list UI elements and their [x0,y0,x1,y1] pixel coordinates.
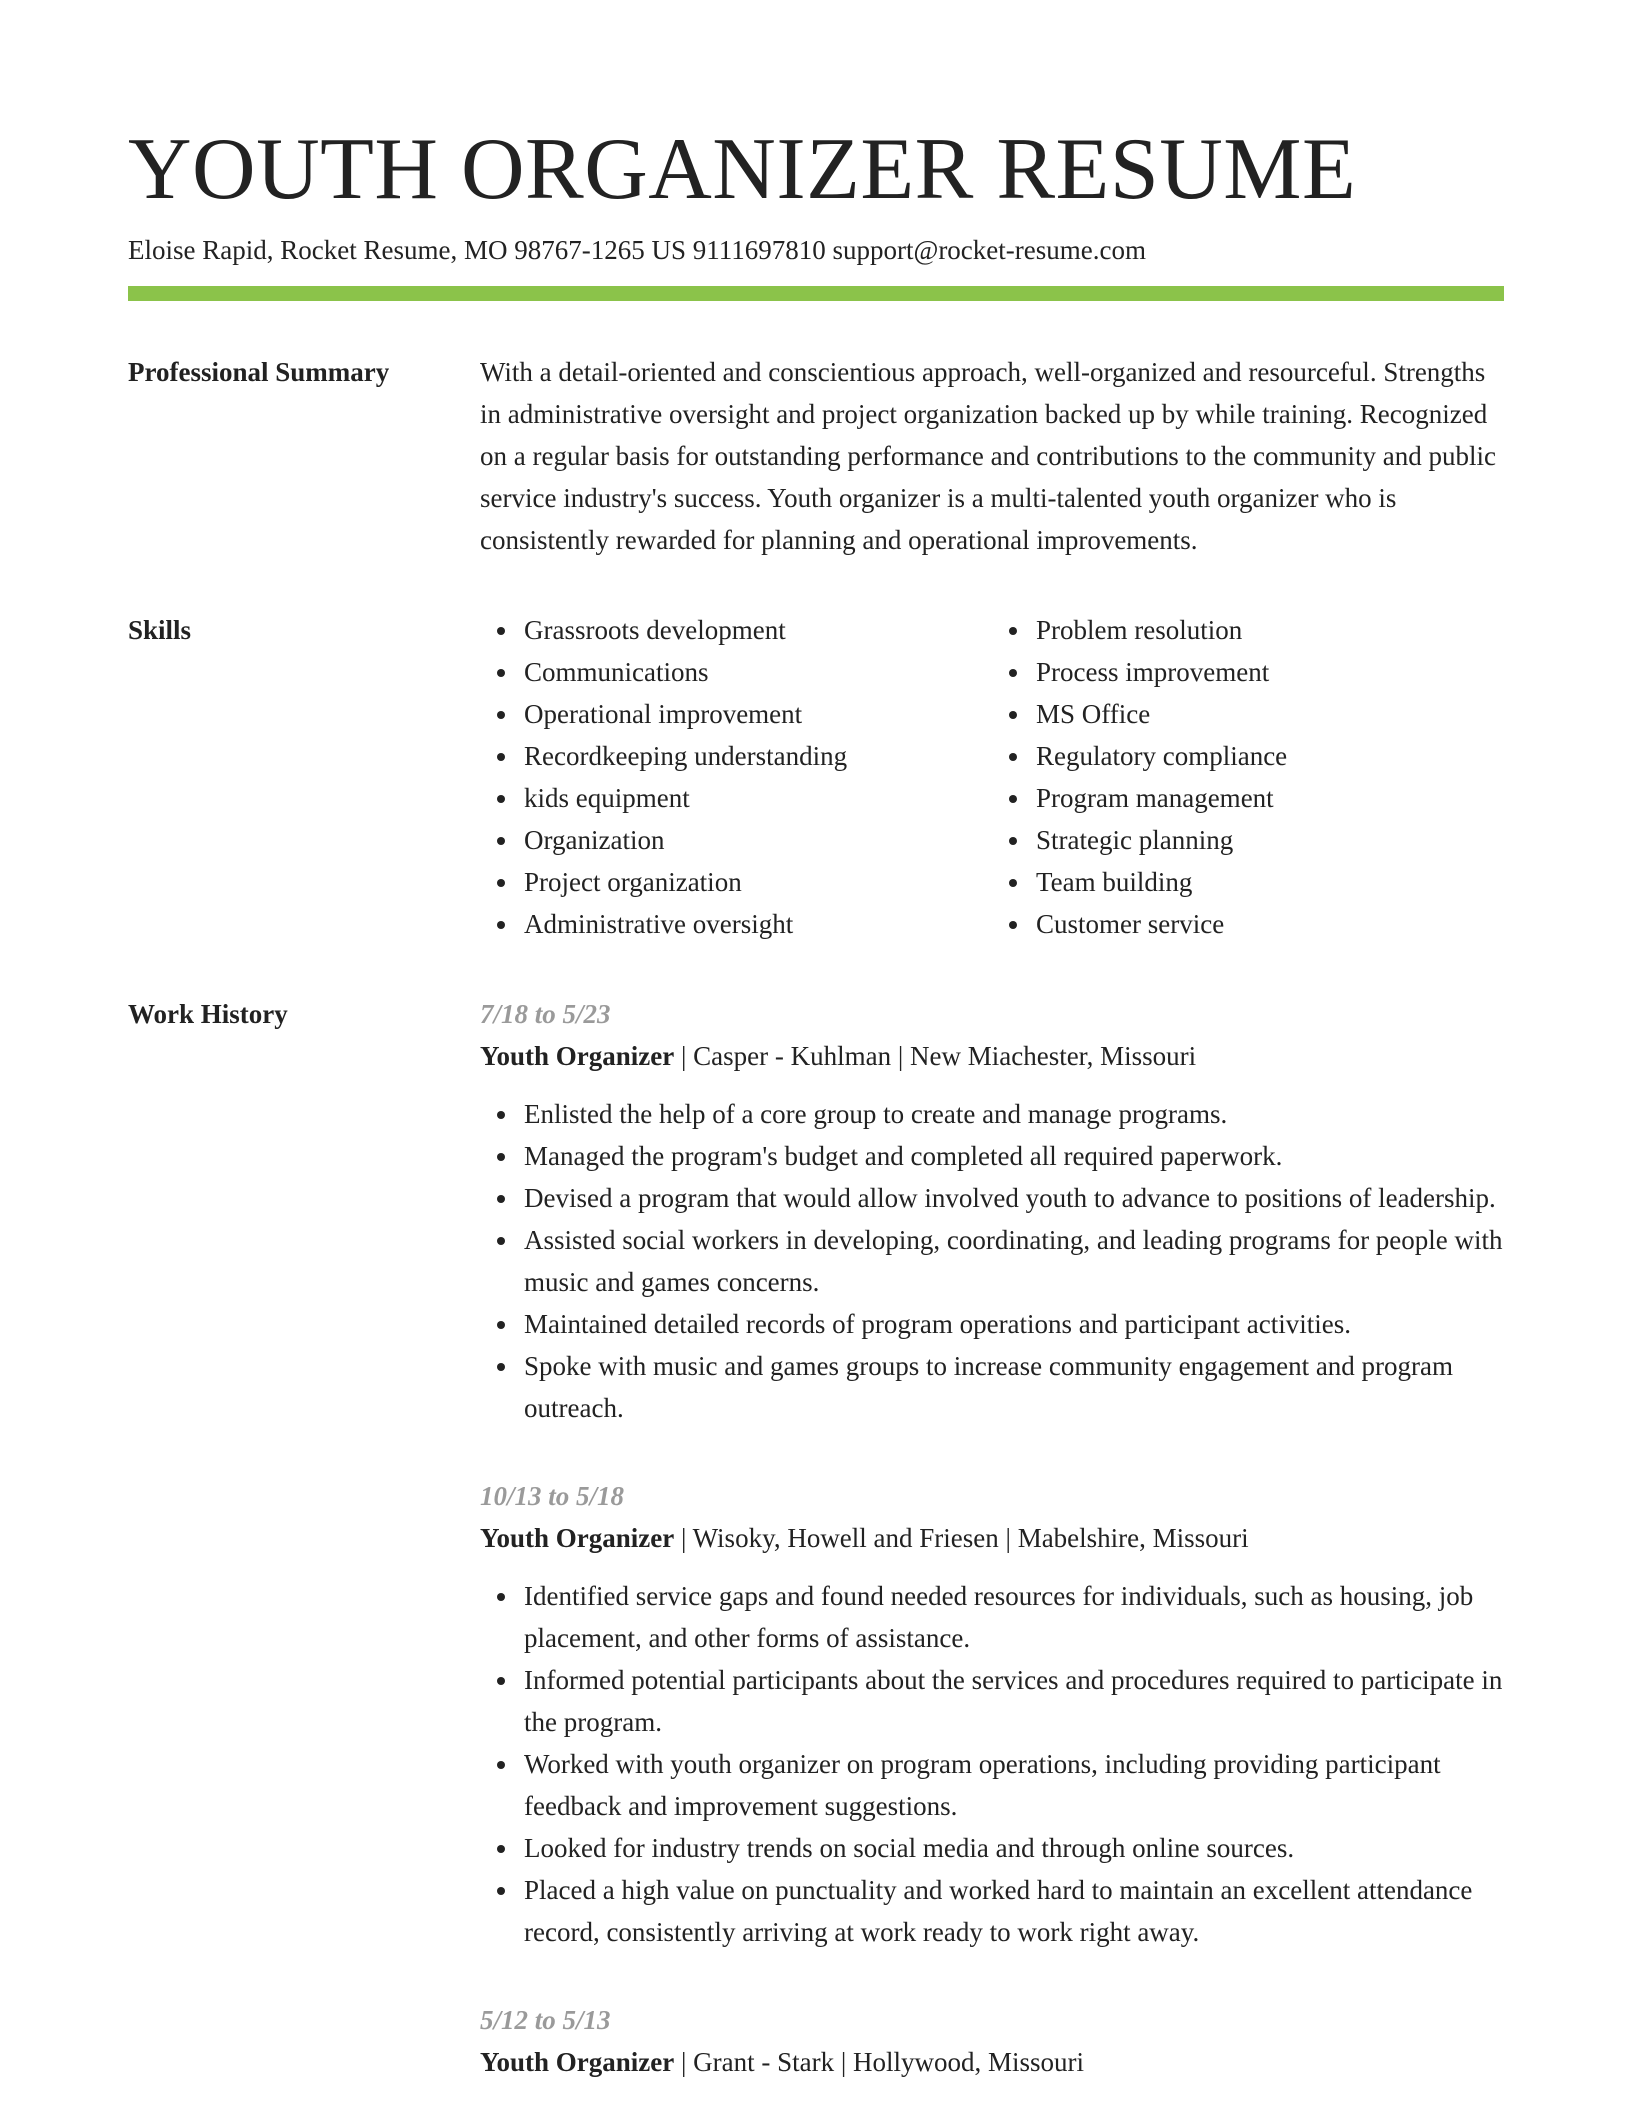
skills-list-right [992,609,1504,945]
job-duties [480,1093,1504,1429]
skill-item: Recordkeeping understanding [524,735,992,777]
skill-item: MS Office [1036,693,1504,735]
job-dates: 5/12 to 5/13 [480,2005,611,2035]
skill-item: Administrative oversight [524,903,992,945]
job-heading [480,1517,1504,1559]
skill-item: Organization [524,819,992,861]
contact-info: Eloise Rapid, Rocket Resume, MO 98767-1265 US 9111697810 support@rocket-resume.com [128,235,1146,265]
job-separator: | [998,1523,1018,1553]
job-title: Youth Organizer [480,1041,675,1071]
summary-heading: Professional Summary [128,357,390,387]
job-duty: Looked for industry trends on social media and through online sources. [524,1827,1504,1869]
skill-item: Customer service [1036,903,1504,945]
job-location: Hollywood, Missouri [853,2047,1085,2077]
job-duties [480,1575,1504,1953]
skills-section [128,609,1504,945]
job-company: Grant - Stark [693,2047,835,2077]
job-duty: Spoke with music and games groups to increase community engagement and program outreach. [524,1345,1504,1429]
job-entry [480,1475,1504,1953]
job-location: New Miachester, Missouri [910,1041,1197,1071]
skill-item: Team building [1036,861,1504,903]
skill-item: Strategic planning [1036,819,1504,861]
skill-item: Grassroots development [524,609,992,651]
job-separator: | [674,1523,693,1553]
job-entry [480,1999,1504,2083]
resume-title: YOUTH ORGANIZER RESUME [128,121,1357,218]
job-duty: Enlisted the help of a core group to create and manage programs. [524,1093,1504,1135]
job-duty: Maintained detailed records of program operations and participant activities. [524,1303,1504,1345]
skill-item: Project organization [524,861,992,903]
work-history-heading: Work History [128,999,288,1029]
job-separator: | [674,1041,694,1071]
job-entry [480,993,1504,1429]
summary-section [128,351,1504,561]
skills-list-left [480,609,992,945]
job-dates: 7/18 to 5/23 [480,999,611,1029]
work-history-section [128,993,1504,2099]
job-heading [480,1035,1504,1077]
skill-item: Operational improvement [524,693,992,735]
job-dates: 10/13 to 5/18 [480,1481,625,1511]
job-heading [480,2041,1504,2083]
job-separator: | [674,2047,694,2077]
summary-text: With a detail-oriented and conscientious approach, well-organized and resourceful. Strengths in administrative oversight and project organization backed up by while training. Recognized on a regular basis for outstanding performance and contributions to the community and public service industry's success. Youth organizer is a multi-talented youth organizer who is consistently rewarded for planning and operational improvements. [480,357,1496,555]
job-separator: | [891,1041,910,1071]
skills-heading: Skills [128,615,192,645]
skill-item: Communications [524,651,992,693]
header-divider [128,286,1504,301]
job-separator: | [834,2047,854,2077]
job-title: Youth Organizer [480,2047,675,2077]
job-company: Wisoky, Howell and Friesen [692,1523,999,1553]
job-company: Casper - Kuhlman [693,1041,892,1071]
job-duty: Identified service gaps and found needed resources for individuals, such as housing, job placement, and other forms of assistance. [524,1575,1504,1659]
job-duty: Managed the program's budget and completed all required paperwork. [524,1135,1504,1177]
job-location: Mabelshire, Missouri [1017,1523,1249,1553]
skill-item: Program management [1036,777,1504,819]
job-duty: Informed potential participants about the services and procedures required to participate in the program. [524,1659,1504,1743]
skill-item: kids equipment [524,777,992,819]
job-duty: Worked with youth organizer on program operations, including providing participant feedback and improvement suggestions. [524,1743,1504,1827]
resume-page [128,118,1504,2099]
job-duty: Assisted social workers in developing, coordinating, and leading programs for people with music and games concerns. [524,1219,1504,1303]
job-title: Youth Organizer [480,1523,675,1553]
job-duty: Placed a high value on punctuality and worked hard to maintain an excellent attendance record, consistently arriving at work ready to work right away. [524,1869,1504,1953]
skill-item: Process improvement [1036,651,1504,693]
skill-item: Regulatory compliance [1036,735,1504,777]
skill-item: Problem resolution [1036,609,1504,651]
job-duty: Devised a program that would allow involved youth to advance to positions of leadership. [524,1177,1504,1219]
